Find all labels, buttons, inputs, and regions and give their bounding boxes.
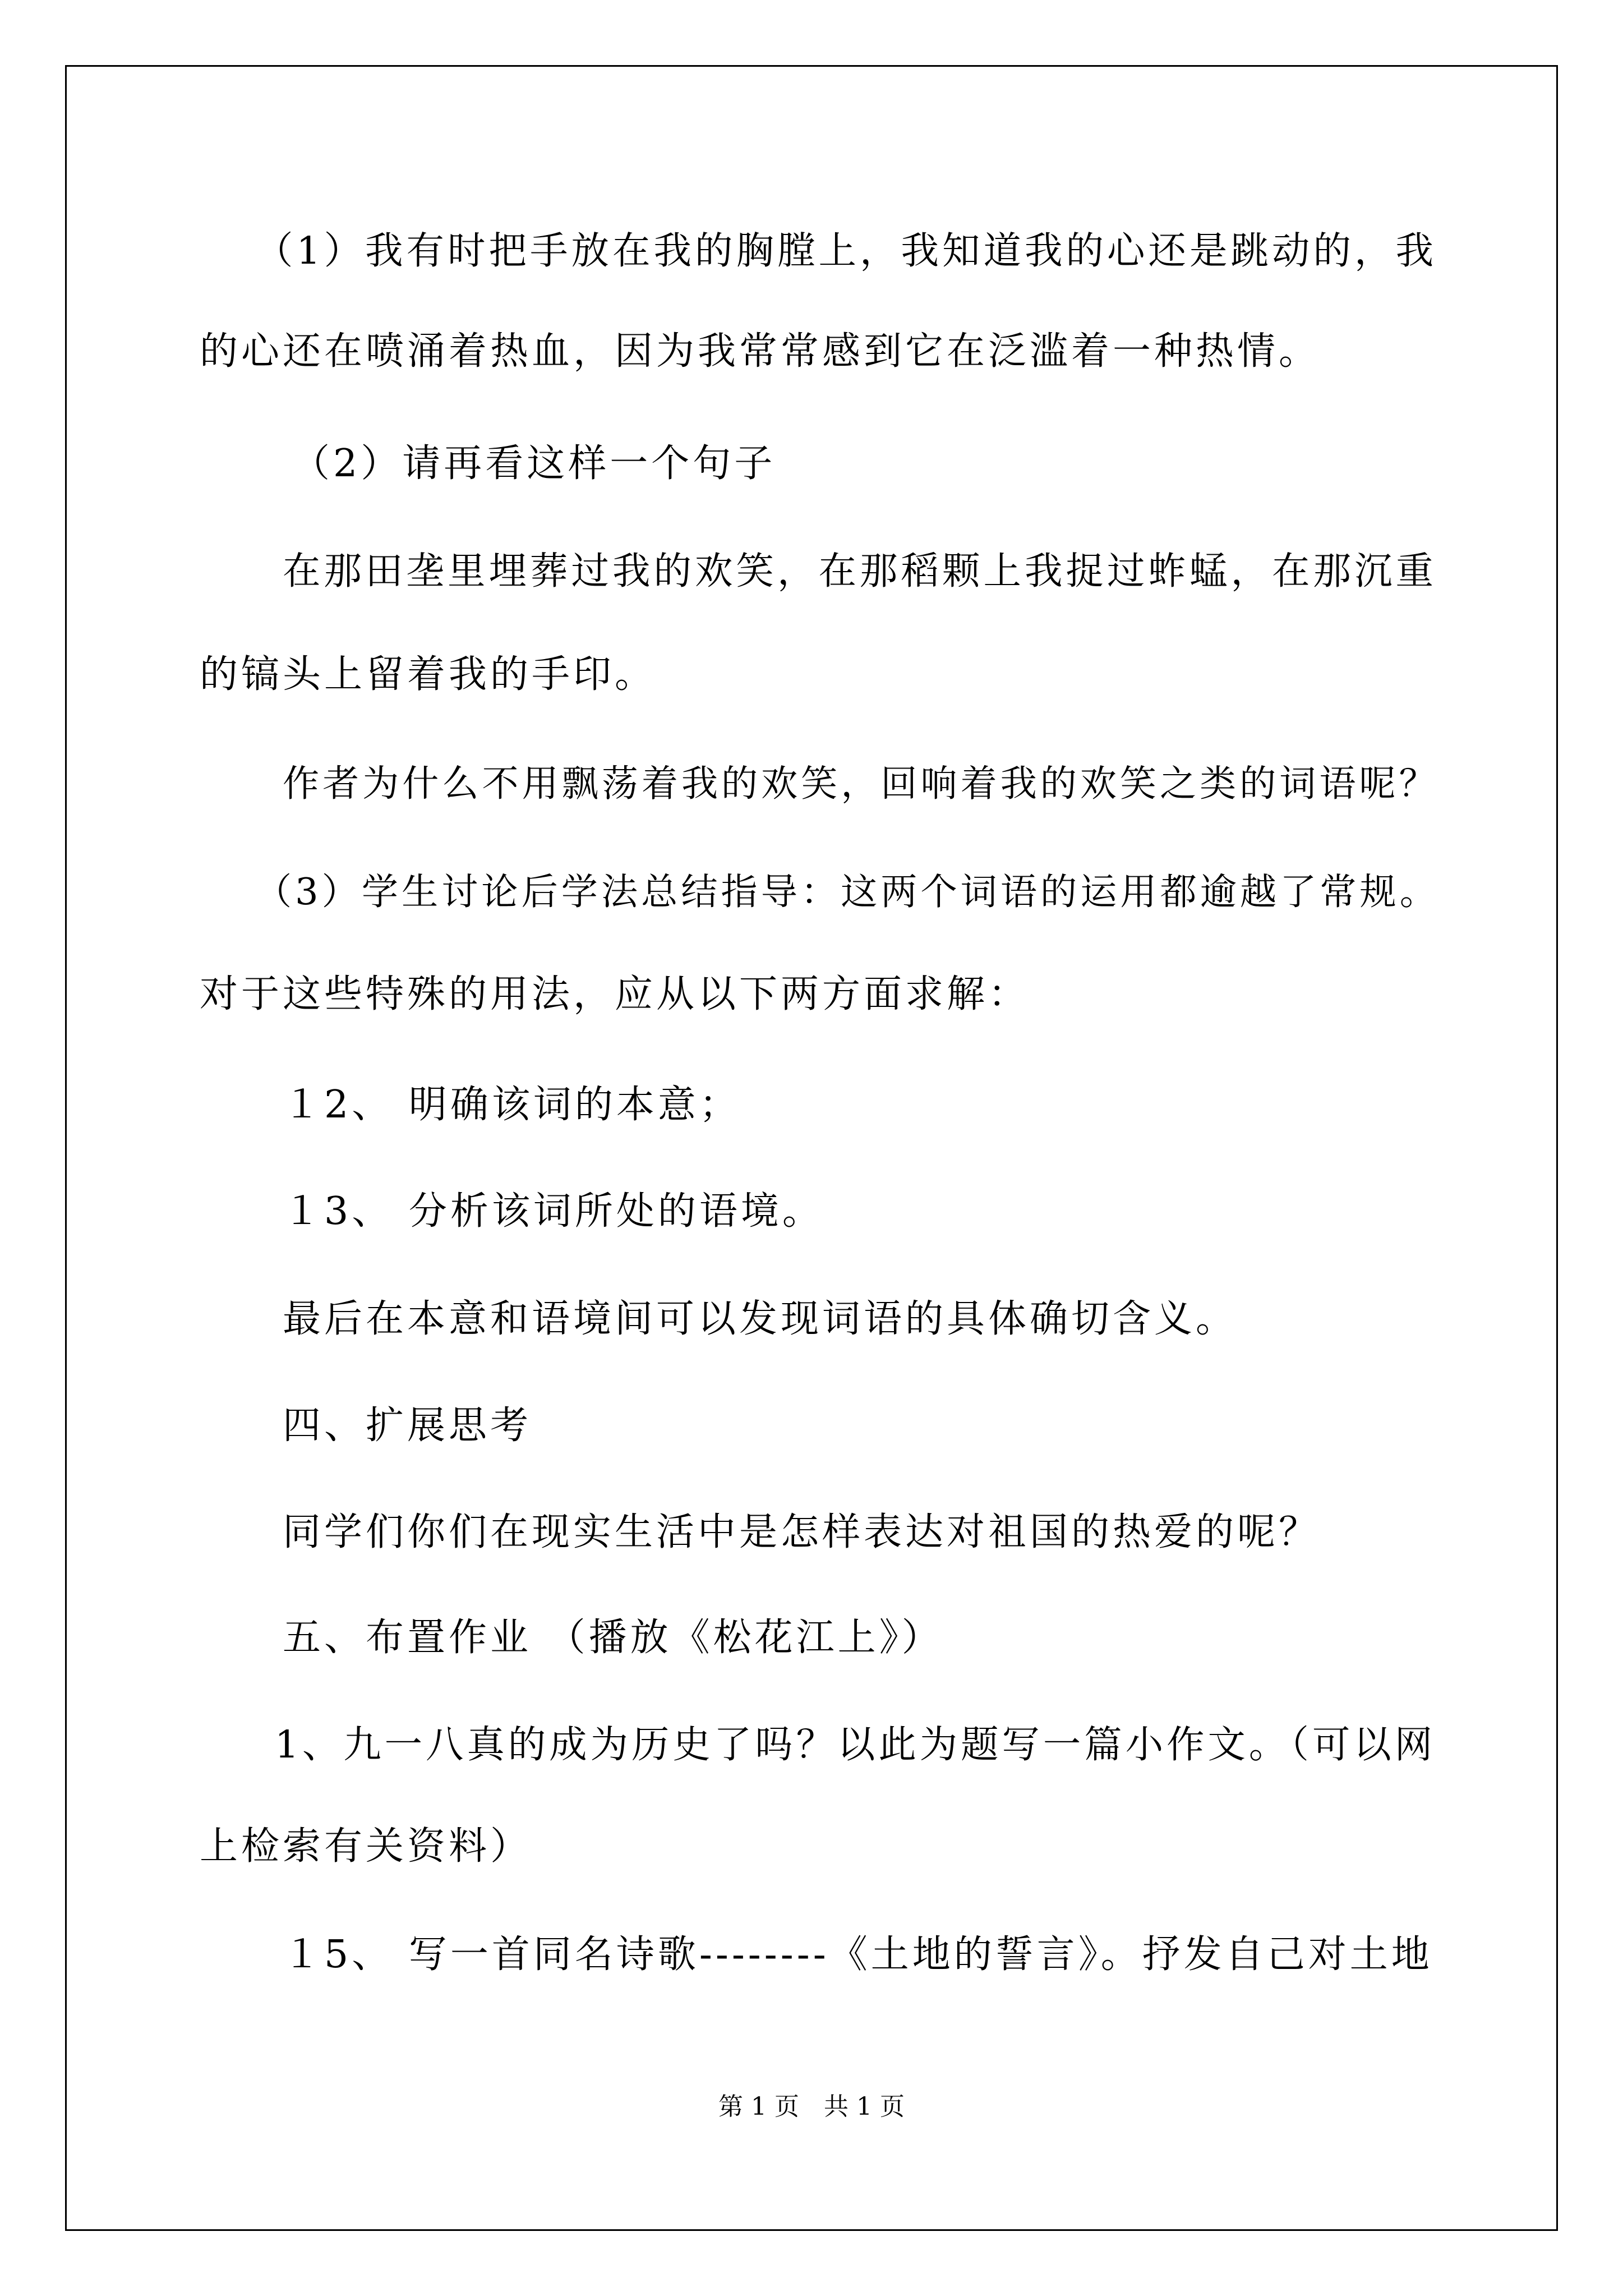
paragraph-line: （1）我有时把手放在我的胸膛上，我知道我的心还是跳动的，我: [255, 228, 1437, 273]
paragraph-line: 1、九一八真的成为历史了吗？以此为题写一篇小作文。（可以网: [275, 1722, 1436, 1766]
paragraph-line: 最后在本意和语境间可以发现词语的具体确切含义。: [283, 1297, 1238, 1341]
paragraph-line: 上检索有关资料）: [200, 1824, 532, 1869]
page-border: [65, 65, 1558, 2231]
paragraph-line: （3）学生讨论后学法总结指导：这两个词语的运用都逾越了常规。: [255, 871, 1440, 913]
section-heading: 五、布置作业 （播放《松花江上》）: [283, 1616, 943, 1660]
paragraph-line: 同学们你们在现实生活中是怎样表达对祖国的热爱的呢？: [283, 1510, 1321, 1554]
list-item: １3、 分析该词所处的语境。: [283, 1189, 824, 1234]
list-item: １5、 写一首同名诗歌--------《土地的誓言》。抒发自己对土地: [283, 1932, 1433, 1977]
paragraph-line: 的心还在喷涌着热血，因为我常常感到它在泛滥着一种热情。: [200, 329, 1321, 374]
list-item: １2、 明确该词的本意；: [283, 1083, 741, 1127]
paragraph-line: （2）请再看这样一个句子: [292, 441, 776, 486]
section-heading: 四、扩展思考: [283, 1404, 532, 1448]
paragraph-line: 作者为什么不用飘荡着我的欢笑，回响着我的欢笑之类的词语呢？: [283, 763, 1439, 805]
page-footer: 第 1 页 共 1 页: [718, 2092, 905, 2121]
paragraph-line: 在那田垄里埋葬过我的欢笑，在那稻颗上我捉过蚱蜢，在那沉重: [283, 549, 1437, 593]
paragraph-line: 对于这些特殊的用法，应从以下两方面求解：: [200, 972, 1030, 1016]
paragraph-line: 的镐头上留着我的手印。: [200, 652, 657, 697]
